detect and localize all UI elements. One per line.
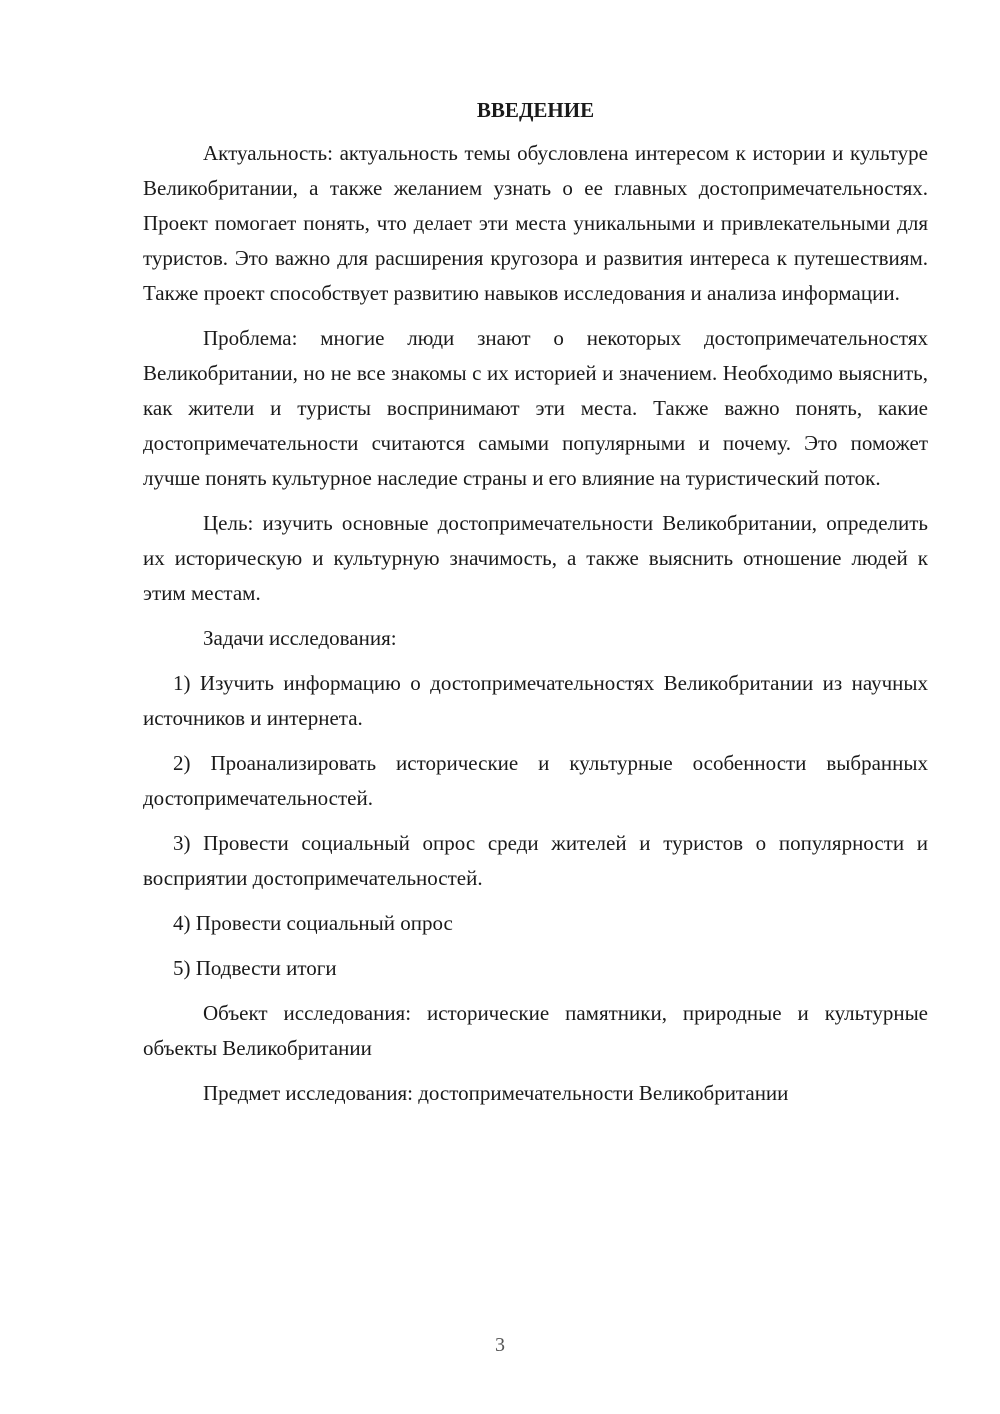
paragraph-problem: Проблема: многие люди знают о некоторых достопримечательностях Великобритании, но не все знакомы с их историей и значением. Необходимо выяснить, как жители и туристы воспринимают эти места. Также важно понять, какие достопримечательности считаются самыми популярными и почему. Это поможет лучше понять культурное наследие страны и его влияние на туристический поток. [143, 326, 928, 490]
task-item-1: 1) Изучить информацию о достопримечательностях Великобритании из научных источников и интернета. [143, 671, 928, 730]
page-number: 3 [495, 1334, 505, 1356]
paragraph-object: Объект исследования: исторические памятники, природные и культурные объекты Великобритании [143, 1001, 928, 1060]
tasks-heading: Задачи исследования: [203, 626, 397, 650]
task-item-3: 3) Провести социальный опрос среди жителей и туристов о популярности и восприятии достопримечательностей. [143, 831, 928, 890]
paragraph-relevance: Актуальность: актуальность темы обусловлена интересом к истории и культуре Великобритании, а также желанием узнать о ее главных достопримечательностях. Проект помогает понять, что делает эти места уникальными и привлекательными для туристов. Это важно для расширения кругозора и развития интереса к путешествиям. Также проект способствует развитию навыков исследования и анализа информации. [143, 141, 928, 305]
document-page [143, 96, 928, 1121]
task-item-4: 4) Провести социальный опрос [173, 911, 453, 935]
task-item-5: 5) Подвести итоги [173, 956, 337, 980]
paragraph-goal: Цель: изучить основные достопримечательности Великобритании, определить их историческую и культурную значимость, а также выяснить отношение людей к этим местам. [143, 511, 928, 605]
task-item-2: 2) Проанализировать исторические и культурные особенности выбранных достопримечательностей. [143, 751, 928, 810]
page-title: ВВЕДЕНИЕ [476, 98, 595, 122]
paragraph-subject: Предмет исследования: достопримечательности Великобритании [203, 1081, 789, 1105]
